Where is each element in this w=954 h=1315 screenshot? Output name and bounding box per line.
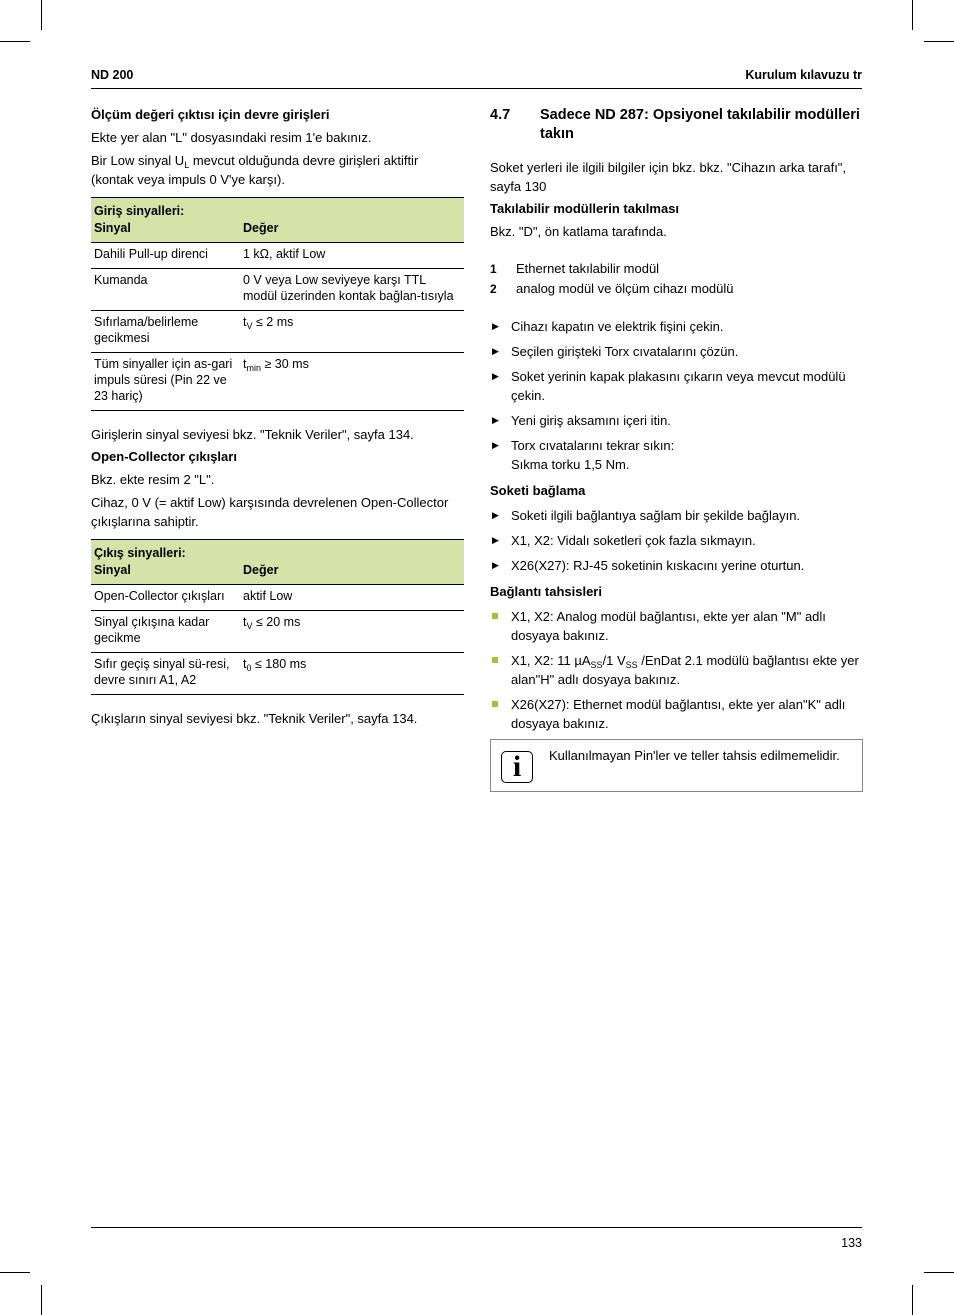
section-title-text: Sadece ND 287: Opsiyonel takılabilir modülleri takın xyxy=(540,107,860,142)
list-item-text: Ethernet takılabilir modül xyxy=(516,261,660,276)
table-header-value: Değer xyxy=(240,198,464,243)
list-item-text: analog modül ve ölçüm cihazı modülü xyxy=(516,281,734,296)
triangle-right-icon: ▶ xyxy=(492,510,499,520)
square-bullet-icon xyxy=(492,701,498,707)
crop-mark xyxy=(924,41,954,42)
square-bullet-icon xyxy=(492,613,498,619)
bullet-item: X26(X27): Ethernet modül bağlantısı, ekte yer alan"K" adlı dosyaya bakınız. xyxy=(490,695,863,733)
header-product: ND 200 xyxy=(91,68,134,82)
outputs-level-note: Çıkışların sinyal seviyesi bkz. "Teknik Veriler", sayfa 134. xyxy=(91,711,418,726)
step-item: ▶ Soketi ilgili bağlantıya sağlam bir şekilde bağlayın. xyxy=(492,508,801,523)
socket-steps xyxy=(490,506,863,575)
square-bullet-icon xyxy=(492,657,498,663)
left-column xyxy=(91,106,464,728)
list-item xyxy=(490,259,863,279)
open-collector-heading: Open-Collector çıkışları xyxy=(91,449,237,464)
triangle-right-icon: ▶ xyxy=(492,440,499,450)
bullet-item: X1, X2: 11 µA$_{SS}$/1 $V_{SS}$ /EnDat 2.1 modülü bağlantısı ekte yer alan"H" adlı dosyaya bakınız. xyxy=(490,651,863,689)
step-item: ▶ Yeni giriş aksamını içeri itin. xyxy=(492,413,671,428)
table-header-value: Değer xyxy=(240,540,464,585)
table-cell-label: Kumanda xyxy=(91,269,240,311)
plug-in-paragraph: Bkz. "D", ön katlama tarafında. xyxy=(490,224,667,239)
table-row xyxy=(91,353,464,411)
header-manual-title: Kurulum kılavuzu tr xyxy=(745,68,862,82)
inputs-paragraph-2: Bir Low sinyal $U_L$ mevcut olduğunda devre girişleri aktiftir (kontak veya impuls 0 V'ye karşı). xyxy=(91,153,419,187)
triangle-right-icon: ▶ xyxy=(492,415,499,425)
input-signals-table xyxy=(91,197,464,411)
inputs-level-note: Girişlerin sinyal seviyesi bkz. "Teknik Veriler", sayfa 134. xyxy=(91,427,414,442)
table-row xyxy=(91,243,464,269)
table-header-signal: Giriş sinyalleri: Sinyal xyxy=(91,198,240,243)
assignment-heading: Bağlantı tahsisleri xyxy=(490,584,602,599)
page-number: 133 xyxy=(841,1236,862,1250)
inputs-paragraph-1: Ekte yer alan "L" dosyasındaki resim 1'e bakınız. xyxy=(91,130,372,145)
table-cell-label: Sıfırlama/belirleme gecikmesi xyxy=(91,311,240,353)
install-steps xyxy=(490,317,863,474)
step-item: ▶ Cihazı kapatın ve elektrik fişini çekin. xyxy=(492,319,724,334)
crop-mark xyxy=(912,1285,913,1315)
table-cell-value: $t_0 \le 180$ ms xyxy=(243,657,307,673)
table-row xyxy=(91,269,464,311)
crop-mark xyxy=(924,1272,954,1273)
info-note xyxy=(490,739,863,792)
table-cell-value: 0 V veya Low seviyeye karşı TTL modül üzerinden kontak bağlan-tısıyla xyxy=(240,269,464,311)
table-cell-label: Open-Collector çıkışları xyxy=(91,585,240,611)
open-collector-paragraph-1: Bkz. ekte resim 2 "L". xyxy=(91,472,215,487)
section-title xyxy=(490,106,863,144)
triangle-right-icon: ▶ xyxy=(492,346,499,356)
numbered-list xyxy=(490,259,863,299)
intro-paragraph: Soket yerleri ile ilgili bilgiler için bkz. bkz. "Cihazın arka tarafı", sayfa 130 xyxy=(490,160,847,194)
crop-mark xyxy=(41,1285,42,1315)
triangle-right-icon: ▶ xyxy=(492,560,499,570)
bullet-item: X1, X2: Analog modül bağlantısı, ekte yer alan "M" adlı dosyaya bakınız. xyxy=(490,607,863,645)
info-icon: i xyxy=(501,751,533,783)
table-cell-value: aktif Low xyxy=(240,585,464,611)
table-cell-value: $t_V \le 2$ ms xyxy=(240,311,464,353)
table-cell-value: 1 kΩ, aktif Low xyxy=(240,243,464,269)
step-item: ▶ Torx cıvatalarını tekrar sıkın: Sıkma torku 1,5 Nm. xyxy=(492,438,675,472)
open-collector-paragraph-2: Cihaz, 0 V (= aktif Low) karşısında devrelenen Open-Collector çıkışlarına sahiptir. xyxy=(91,495,449,529)
page-header xyxy=(91,68,862,89)
triangle-right-icon: ▶ xyxy=(492,371,499,381)
step-item: ▶ X1, X2: Vidalı soketleri çok fazla sıkmayın. xyxy=(492,533,756,548)
table-cell-label: Sıfır geçiş sinyal sü-resi, devre sınırı A1, A2 xyxy=(94,657,230,687)
step-item: ▶ Seçilen girişteki Torx cıvatalarını çözün. xyxy=(492,344,739,359)
triangle-right-icon: ▶ xyxy=(492,535,499,545)
table-cell-label: Tüm sinyaller için as-gari impuls süresi (Pin 22 ve 23 hariç) xyxy=(94,357,233,403)
table-header-signal: Çıkış sinyalleri: Sinyal xyxy=(91,540,240,585)
step-item: ▶ X26(X27): RJ-45 soketinin kıskacını yerine oturtun. xyxy=(492,558,805,573)
table-cell-label: Sinyal çıkışına kadar gecikme xyxy=(91,611,240,653)
inputs-heading: Ölçüm değeri çıktısı için devre girişleri xyxy=(91,107,330,122)
crop-mark xyxy=(0,41,30,42)
plug-in-heading: Takılabilir modüllerin takılması xyxy=(490,201,680,216)
right-column xyxy=(490,106,863,792)
info-text: Kullanılmayan Pin'ler ve teller tahsis edilmemelidir. xyxy=(549,748,840,763)
table-row xyxy=(91,585,464,611)
table-header-row xyxy=(91,198,464,243)
crop-mark xyxy=(41,0,42,30)
footer-rule xyxy=(91,1227,862,1228)
crop-mark xyxy=(0,1272,30,1273)
table-row xyxy=(91,611,464,653)
assignment-list xyxy=(490,607,863,733)
list-item-number: 2 xyxy=(490,282,497,296)
socket-heading: Soketi bağlama xyxy=(490,483,586,498)
table-cell-label: Dahili Pull-up direnci xyxy=(91,243,240,269)
table-cell-value: $t_V \le 20$ ms xyxy=(240,611,464,653)
table-header-row xyxy=(91,540,464,585)
table-cell-value: $t_{min} \ge 30$ ms xyxy=(243,357,309,373)
list-item-number: 1 xyxy=(490,262,497,276)
section-number: 4.7 xyxy=(490,107,511,123)
table-row xyxy=(91,311,464,353)
triangle-right-icon: ▶ xyxy=(492,321,499,331)
list-item xyxy=(490,279,863,299)
crop-mark xyxy=(912,0,913,30)
output-signals-table xyxy=(91,539,464,695)
step-item: ▶ Soket yerinin kapak plakasını çıkarın veya mevcut modülü çekin. xyxy=(492,369,846,403)
table-row xyxy=(91,653,464,695)
